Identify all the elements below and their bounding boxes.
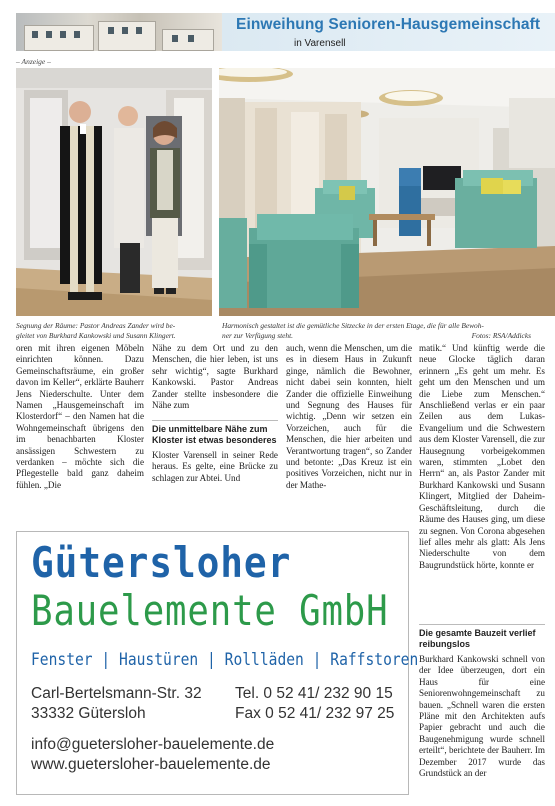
article-paragraph: oren mit ihren eigenen Möbeln einrichten können. Dazu Gemeinschaftsräume, ein großer davon im Keller“, erklärte Bauherr Jens Niederschulte. Unter dem Namen „Hausgemeinschaft im Klosterdorf“ – den Namen hat die Wohngemeinschaft übrigens den im benachbarten Kloster ansässigen Schwestern zu verdanken – möchte sich die Pflegestelle bald ganz daheim fühlen. „Die — [16, 343, 144, 490]
article-column-3 — [286, 343, 412, 491]
product-list: Fenster | Haustüren | Rollläden | Raffstoren — [31, 650, 419, 670]
company-website-link[interactable]: www.guetersloher-bauelemente.de — [31, 756, 271, 773]
article-paragraph: auch, wenn die Menschen, um die es in diesem Haus in Zukunft ginge, nämlich die Bewohner, nicht dabei sein konnten, hielt Zander die offizielle Einweihung und Segnung des Hauses für wichtig. „Denn wir setzen ein Vorzeichen, auch für die Menschen, die hier arbeiten und Verantwortung tragen“, so Zander und betonte: „Das Kreuz ist ein positives Vorzeichen, nicht nur in der Mathe- — [286, 343, 412, 490]
caption-text: ner zur Verfügung steht. — [222, 330, 294, 340]
caption-line: Segnung der Räume: Pastor Andreas Zander wird be- — [16, 321, 176, 330]
company-street: Carl-Bertelsmann-Str. 32 — [31, 685, 202, 702]
company-email-link[interactable]: info@guetersloher-bauelemente.de — [31, 736, 275, 753]
page-subtitle: in Varensell — [294, 38, 346, 49]
company-advertisement — [16, 531, 419, 795]
article-paragraph: Nähe zu dem Ort und zu den Menschen, die hier leben, ist uns sehr wichtig“, sagte Burkhard Kankowski. Pastor Andreas Zander stellte insbesondere die Nähe zum — [152, 343, 278, 411]
page-title: Einweihung Senioren-Hausgemeinschaft — [236, 16, 541, 33]
company-fax: Fax 0 52 41/ 232 97 25 — [235, 705, 395, 722]
company-name-line-1: Gütersloher — [31, 538, 292, 587]
article-column-2a — [152, 343, 278, 411]
article-paragraph: Burkhard Kankowski schnell von der Idee überzeugen, dort ein Haus für eine Seniorenwohngemeinschaft zu bauen. „Schnell waren die ersten Pläne mit den Architekten aufs Papier gebracht und auch die Baugenehmigung wurde schnell erteilt“, berichtete der Bauherr. Im Dezember 2017 wurde das Grundstück an der — [419, 654, 545, 779]
company-phone: Tel. 0 52 41/ 232 90 15 — [235, 685, 393, 702]
section-subhead-1: Die unmittelbare Nähe zum Kloster ist etwas besonderes — [152, 420, 278, 446]
header-building-photo — [16, 13, 222, 51]
caption-line: Harmonisch gestaltet ist die gemütliche Sitzecke in der ersten Etage, die für alle Bewoh- — [222, 321, 484, 330]
article-column-4b — [419, 654, 545, 779]
caption-line: gleitet von Burkhard Kankowski und Susann Klingert. — [16, 330, 176, 340]
blessing-photo — [16, 68, 212, 316]
photo-credit: Fotos: RSA/Addicks — [471, 330, 531, 340]
article-paragraph: Kloster Varensell in seiner Rede heraus. Es gelte, eine Brücke zu schlagen zur Abtei. Und — [152, 450, 278, 483]
company-name-line-2: Bauelemente GmbH — [31, 586, 389, 635]
section-subhead-2: Die gesamte Bauzeit verlief reibungslos — [419, 624, 545, 650]
article-column-4a — [419, 343, 545, 571]
article-paragraph: matik.“ Und künftig werde die neue Glocke täglich daran erinnern „Es geht um mehr. Es geht um den Menschen und um die Liebe zum Menschen.“ Anschließend verlas er ein paar Zeilen aus dem Lukas-Evangelium und die Schwestern aus dem Kloster Varensell, die zur Hausegnung vorbeigekommen waren, stimmten „Lobet den Herrn“ an, als Pastor Zander mit Burkhard Kankowski und Susann Klingert, Mitglied der Daheim-Geschäftsleitung, durch die Räume des Hauses ging, um diese zu segnen. Von Corona abgesehen lief alles mehr als glatt: Als Jens Niederschulte von dem Baugrundstück hörte, konnte er — [419, 343, 545, 570]
photo-caption-right — [222, 321, 555, 340]
article-column-2b — [152, 450, 278, 484]
company-city: 33332 Gütersloh — [31, 705, 146, 722]
living-room-photo — [219, 68, 555, 316]
article-column-1 — [16, 343, 144, 491]
photo-caption-left — [16, 321, 216, 340]
caption-line — [222, 331, 555, 341]
advertisement-label: – Anzeige – — [16, 57, 51, 66]
